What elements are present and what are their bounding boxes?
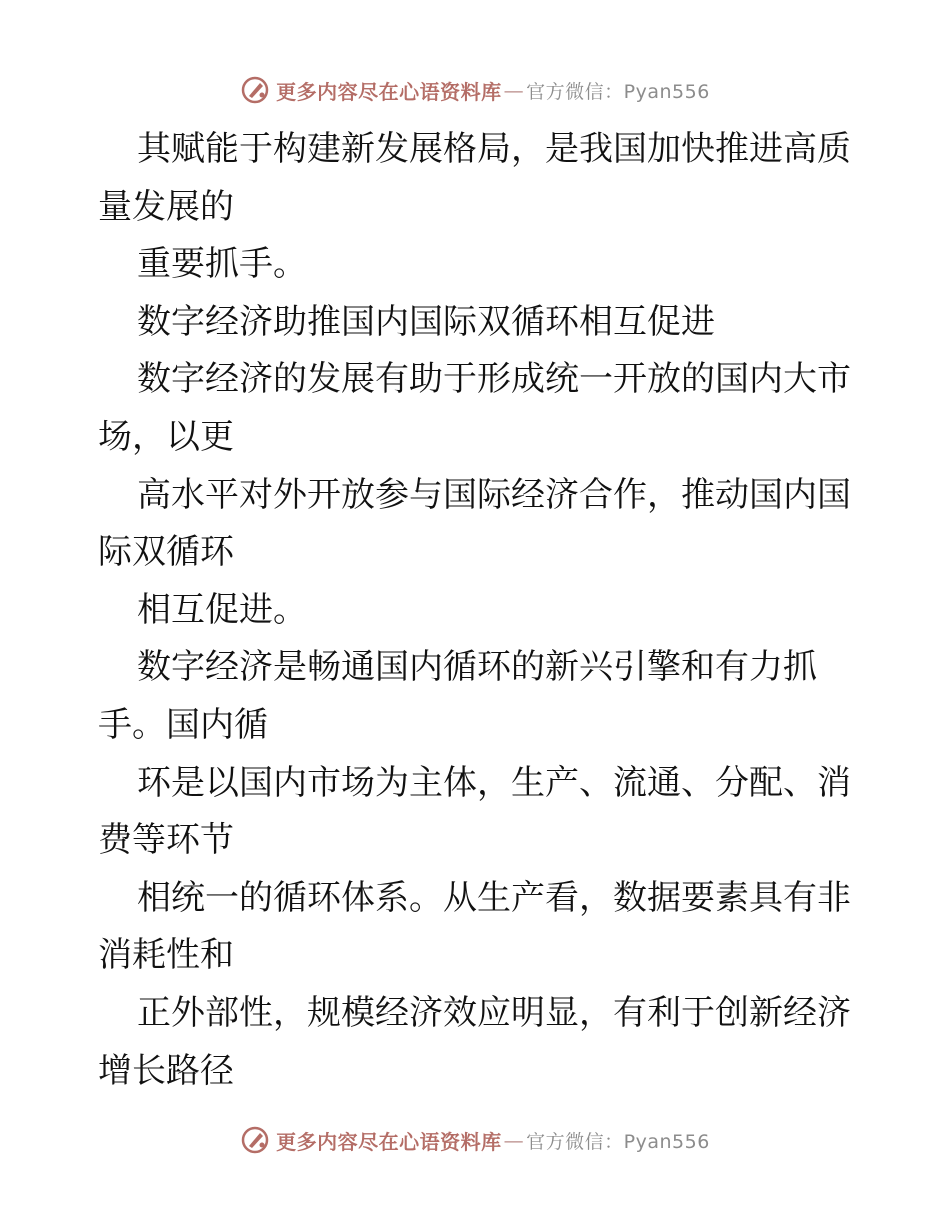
text-line: 其赋能于构建新发展格局，是我国加快推进高质 <box>137 129 851 169</box>
text-line: 量发展的 <box>98 186 234 227</box>
watermark-separator: — <box>503 78 525 102</box>
text-line: 正外部性，规模经济效应明显，有利于创新经济 <box>137 992 851 1033</box>
text-line: 重要抓手。 <box>137 244 307 285</box>
text-line: 数字经济是畅通国内循环的新兴引擎和有力抓 <box>137 647 817 688</box>
text-line: 环是以国内市场为主体，生产、流通、分配、消 <box>137 762 851 803</box>
text-line: 数字经济的发展有助于形成统一开放的国内大市 <box>137 359 851 400</box>
text-line: 际双循环 <box>98 532 234 573</box>
pen-logo-icon <box>240 1125 270 1155</box>
text-line: 相统一的循环体系。从生产看，数据要素具有非 <box>137 877 851 918</box>
footer-watermark <box>0 1120 950 1160</box>
watermark-text: 更多内容尽在心语资料库 <box>276 79 502 104</box>
watermark-separator: — <box>503 1128 525 1152</box>
text-line: 消耗性和 <box>98 935 234 976</box>
watermark-text: 更多内容尽在心语资料库 <box>276 1129 502 1154</box>
text-line: 费等环节 <box>98 820 234 861</box>
text-line: 场，以更 <box>98 416 234 457</box>
text-line: 高水平对外开放参与国际经济合作，推动国内国 <box>137 474 851 515</box>
header-watermark <box>0 70 950 110</box>
section-heading: 数字经济助推国内国际双循环相互促进 <box>137 301 715 342</box>
watermark-wechat: 官方微信：Pyan556 <box>526 80 710 103</box>
document-body <box>0 121 950 1100</box>
text-line: 手。国内循 <box>98 704 268 745</box>
pen-logo-icon <box>240 75 270 105</box>
text-line: 增长路径 <box>98 1050 234 1091</box>
watermark-wechat: 官方微信：Pyan556 <box>526 1130 710 1153</box>
text-line: 相互促进。 <box>137 589 307 630</box>
